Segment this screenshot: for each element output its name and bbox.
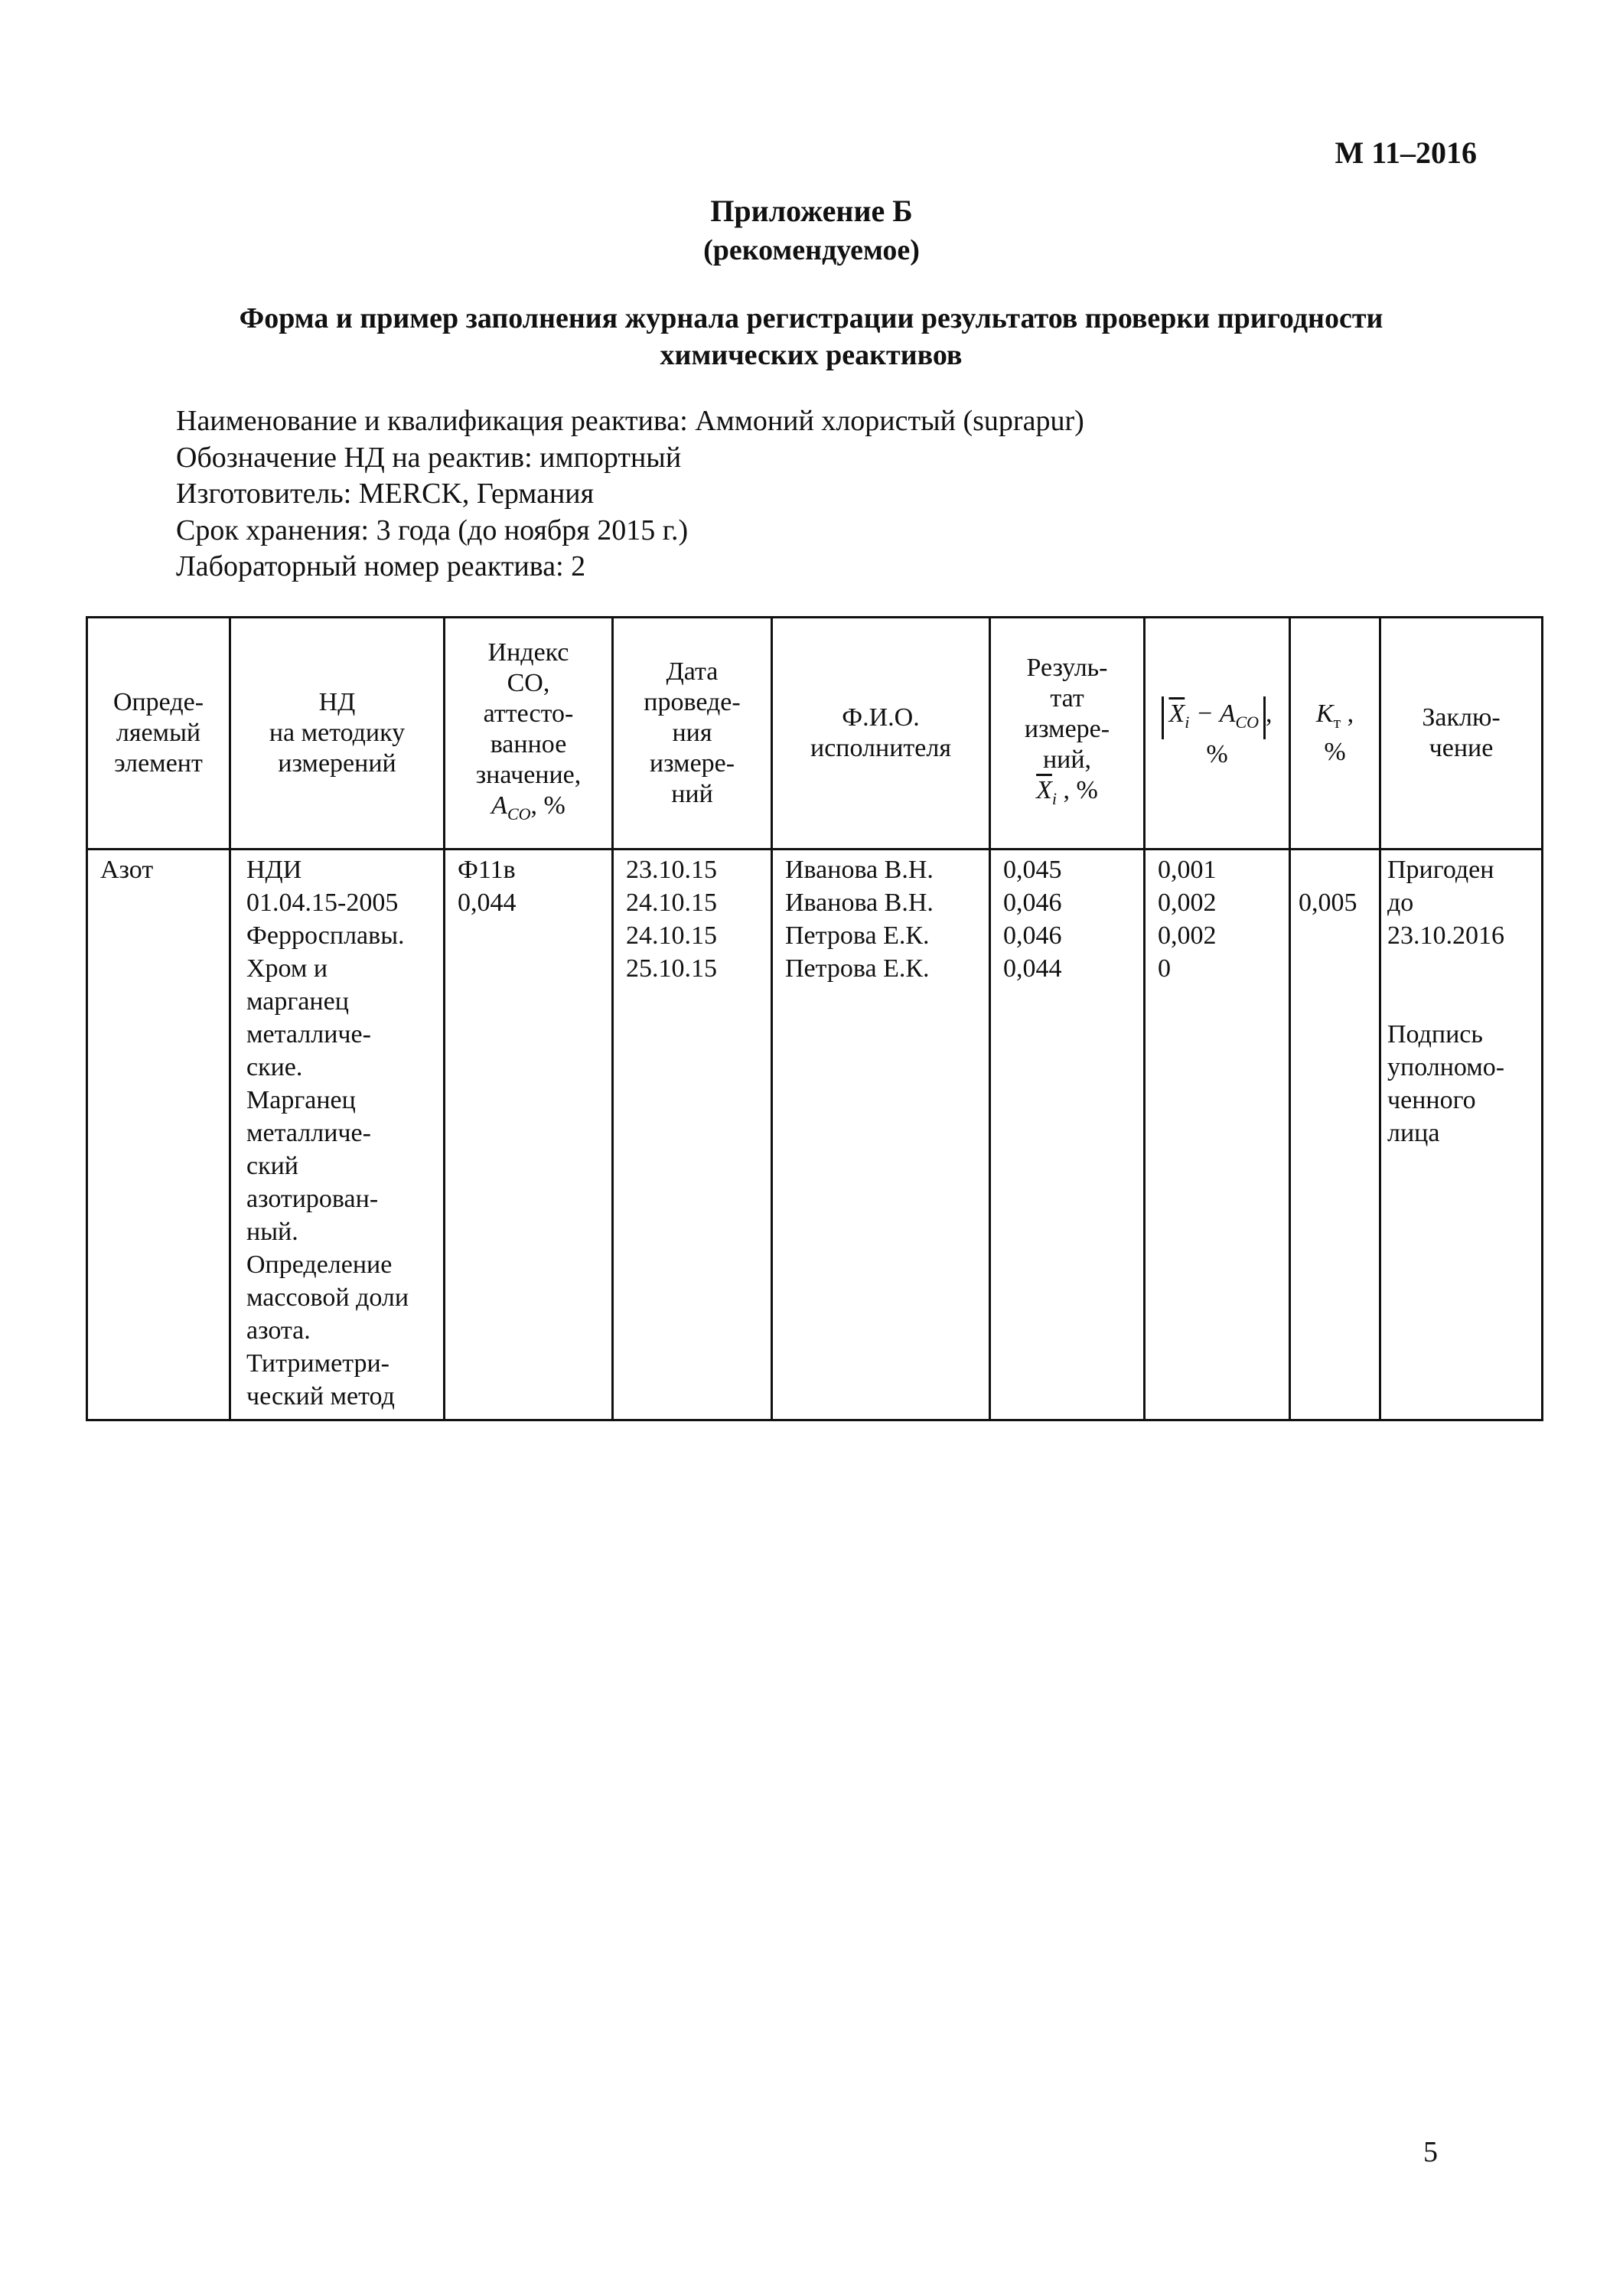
reagent-manufacturer: Изготовитель: MERCK, Германия xyxy=(176,478,595,510)
document-code: М 11–2016 xyxy=(1335,135,1477,170)
header-result: Резуль- тат измере- ний, $\overline{X}_i$ , % xyxy=(990,618,1145,850)
co-unit: , % xyxy=(530,791,565,820)
header-nd-method: НД на методику измерений xyxy=(230,618,445,850)
header-date: Дата проведе- ния измере- ний xyxy=(613,618,772,850)
deviation-unit: % xyxy=(1206,740,1228,769)
co-symbol: A xyxy=(491,791,507,820)
page-number: 5 xyxy=(1423,2136,1438,2168)
appendix-title: Приложение Б xyxy=(710,194,913,228)
reagent-lab-number: Лабораторный номер реактива: 2 xyxy=(176,550,586,582)
cell-performers: Иванова В.Н. Иванова В.Н. Петрова Е.К. Петрова Е.К. xyxy=(772,850,990,1420)
result-subscript: i xyxy=(1051,788,1058,808)
reagent-info xyxy=(176,403,1084,585)
appendix-subtitle: (рекомендуемое) xyxy=(703,234,920,266)
kt-unit: % xyxy=(1324,738,1346,767)
form-title-line: химических реактивов xyxy=(660,339,963,371)
table-row xyxy=(87,850,1543,1420)
cell-kt: 0,005 xyxy=(1290,850,1380,1420)
reagent-shelf-life: Срок хранения: 3 года (до ноября 2015 г.) xyxy=(176,514,689,546)
result-symbol: $\overline{X}$ xyxy=(1036,775,1052,804)
header-element: Опреде- ляемый элемент xyxy=(87,618,230,850)
result-unit: , % xyxy=(1057,775,1098,804)
header-conclusion: Заклю- чение xyxy=(1380,618,1543,850)
cell-element: Азот xyxy=(87,850,230,1420)
kt-symbol: K xyxy=(1315,699,1334,728)
kt-subscript: т xyxy=(1333,712,1341,732)
cell-results: 0,045 0,046 0,046 0,044 xyxy=(990,850,1145,1420)
header-co-index: Индекс СО, аттесто- ванное значение, $A_{CO}$, % xyxy=(445,618,613,850)
deviation-formula: $\overline{X}_i - A_{CO}$ xyxy=(1162,696,1266,740)
reagent-nd: Обозначение НД на реактив: импортный xyxy=(176,441,682,474)
table-header-row xyxy=(87,618,1543,850)
form-title xyxy=(122,300,1500,373)
cell-co-index: Ф11в 0,044 xyxy=(445,850,613,1420)
header-performer: Ф.И.О. исполнителя xyxy=(772,618,990,850)
cell-deviations: 0,001 0,002 0,002 0 xyxy=(1145,850,1290,1420)
cell-conclusion: Пригоден до 23.10.2016 Подпись уполномо- ченного лица xyxy=(1380,850,1543,1420)
registration-journal-table xyxy=(86,616,1543,1421)
reagent-name: Наименование и квалификация реактива: Аммоний хлористый (suprapur) xyxy=(176,405,1084,437)
header-kt: $K_т$ , % xyxy=(1290,618,1380,850)
header-deviation: $\overline{X}_i - A_{CO}$ , % xyxy=(1145,618,1290,850)
cell-dates: 23.10.15 24.10.15 24.10.15 25.10.15 xyxy=(613,850,772,1420)
co-subscript: CO xyxy=(507,804,531,823)
cell-nd-method: НДИ 01.04.15-2005 Ферросплавы. Хром и марганец металличе- ские. Марганец металличе- ский азотирован- ный. Определение массовой доли азота. Титриметри- ческий метод xyxy=(230,850,445,1420)
form-title-line: Форма и пример заполнения журнала регистрации результатов проверки пригодности xyxy=(239,302,1383,334)
